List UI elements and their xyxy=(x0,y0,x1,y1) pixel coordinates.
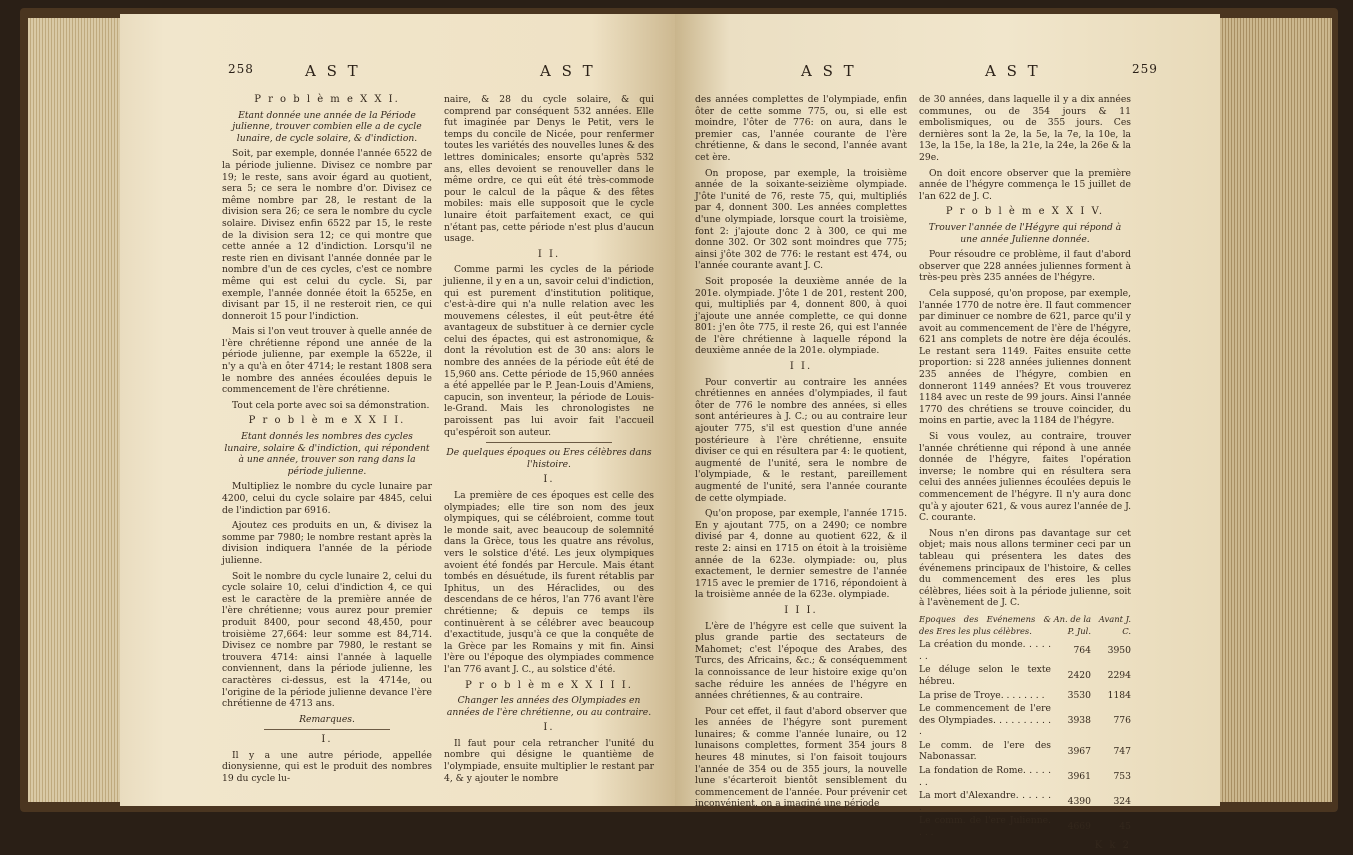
paragraph: On doit encore observer que la première année de l'hégyre commença le 15 juillet de l'an 622 de J. C. xyxy=(919,167,1131,202)
remarks-heading: Remarques. xyxy=(299,713,355,725)
paragraph: Si vous voulez, au contraire, trouver l'année chrétienne qui répond à une année donnée de l'hégyre, faites l'opération inverse; le nombre qui en résultera sera celui des années juliennes écoulées depuis le commencement de l'hégyre. Il n'y aura donc qu'à y ajouter 621, & vous aurez l'année de J. C. courante. xyxy=(919,431,1131,524)
left-column-2 xyxy=(444,94,654,788)
table-cell: 3950 xyxy=(1107,644,1131,656)
paragraph: Soit le nombre du cycle lunaire 2, celui du cycle solaire 10, celui d'indiction 4, ce qui est le caractère de la première année de l'ère chrétienne; vous aurez pour premier produit 8400, pour second 48,450, pour troisième 27,664: leur somme est 84,714. Divisez ce nombre par 7980, le restant se trouvera 4714: ainsi l'année à laquelle conviennent, dans la période julienne, les caractères ci-dessus, est la 4714e, ou l'origine de la période julienne devance l'ère chrétienne de 4713 ans. xyxy=(222,570,432,710)
table-cell: 324 xyxy=(1113,796,1131,808)
left-page-edges xyxy=(28,18,124,802)
paragraph: naire, & 28 du cycle solaire, & qui comprend par conséquent 532 années. Elle fut imaginée par Denys le Petit, vers le temps du concile de Nicée, pour renfermer toutes les variétés des nouvelles lunes & des lettres dominicales; ensorte qu'après 532 ans, elles devoient se renouveller dans le même ordre, ce qui eût été très-commode pour le calcul de la pâque & des fêtes mobiles: mais elle supposoit que le cycle lunaire étoit parfaitement exact, ce qui n'étant pas, cette période n'est plus d'aucun usage. xyxy=(444,94,654,245)
divider xyxy=(486,442,612,443)
signature-mark: K k 2 xyxy=(1094,839,1131,851)
table-row xyxy=(919,814,1131,839)
table-cell: Le comm. de l'ere des Nabonassar. xyxy=(919,739,1051,763)
paragraph: Ajoutez ces produits en un, & divisez la somme par 7980; le nombre restant après la division indiquera l'année de la période julienne. xyxy=(222,520,432,566)
table-cell: La fondation de Rome. . . . . . . xyxy=(919,765,1051,788)
problem-statement: Changer les années des Olympiades en années de l'ère chrétienne, ou au contraire. xyxy=(446,695,652,718)
paragraph: Nous n'en dirons pas davantage sur cet objet; mais nous allons terminer ceci par un tableau qui présentera les dates des événemens principaux de l'histoire, & celles du commencement des eres les plus célèbres, liées soit à la période julienne, soit à l'avènement de J. C. xyxy=(919,527,1131,609)
table-header-cell: Avant J. C. xyxy=(1098,613,1131,636)
table-cell: 3938 xyxy=(1067,714,1091,726)
table-row xyxy=(919,663,1131,688)
problem-title: P r o b l è m e X X I I I. xyxy=(465,679,633,691)
section-number: I. xyxy=(543,474,555,486)
paragraph: Comme parmi les cycles de la période julienne, il y en a un, savoir celui d'indiction, qui est purement d'institution politique, c'est-à-dire qui n'a nulle relation avec les mouvemens célestes, il eût peut-être été avantageux de substituer à ce dernier cycle celui des épactes, qui est astronomique, & dont la révolution est de 30 ans: alors le nombre des années de la période eût été de 15,960 ans. Cette période de 15,960 années a été appellée par le P. Jean-Louis d'Amiens, capucin, son inventeur, la période de Louis-le-Grand. Mais les chronologistes ne paroissent pas lui avoir fait l'accueil qu'espéroit son auteur. xyxy=(444,264,654,438)
paragraph: Pour résoudre ce problème, il faut d'abord observer que 228 années juliennes forment à très-peu près 235 années de l'hégyre. xyxy=(919,249,1131,284)
table-cell: 45 xyxy=(1119,821,1131,833)
table-cell: La mort d'Alexandre. . . . . . . xyxy=(919,790,1051,813)
table-cell: 4669 xyxy=(1067,821,1091,833)
table-row xyxy=(919,638,1131,663)
table-row xyxy=(919,702,1131,739)
left-page xyxy=(120,14,675,806)
paragraph: Soit, par exemple, donnée l'année 6522 de la période julienne. Divisez ce nombre par 19; le reste, sans avoir égard au quotient, sera 5; ce sera le nombre d'or. Divisez ce même nombre par 28, le restant de la division sera 26; ce sera le nombre du cycle solaire. Divisez enfin 6522 par 15, le reste de la division sera 12; ce qui montre que cette année a 12 d'indiction. Lorsqu'il ne reste rien en divisant l'année donnée par le nombre d'un de ces cycles, c'est ce nombre même qui est celui du cycle. Si, par exemple, l'année donnée étoit la 6525e, en divisant par 15, il ne resteroit rien, ce qui donneroit 15 pour l'indiction. xyxy=(222,148,432,322)
paragraph: Mais si l'on veut trouver à quelle année de l'ère chrétienne répond une année de la période julienne, par exemple la 6522e, il n'y a qu'à en ôter 4714; le restant 1808 sera le nombre des années écoulées depuis le commencement de l'ère chrétienne. xyxy=(222,326,432,396)
running-head-right: A S T xyxy=(801,62,857,80)
problem-statement: Etant donnée une année de la Période julienne, trouver combien elle a de cycle lunaire, de cycle solaire, & d'indiction. xyxy=(232,109,422,144)
table-cell: Le comm. de l'ere Julienne. . . . xyxy=(919,815,1051,839)
table-cell: Le déluge selon le texte hébreu. xyxy=(919,664,1051,687)
table-cell: La prise de Troye. . . . . . . . xyxy=(919,689,1045,701)
problem-title: P r o b l è m e X X I V. xyxy=(945,206,1105,218)
table-header-row xyxy=(919,613,1131,638)
epochs-table xyxy=(919,613,1131,840)
table-header-cell: An. de la P. Jul. xyxy=(1053,613,1091,636)
table-cell: Le commencement de l'ere des Olympiades. . . . . . . . . . . xyxy=(919,703,1051,738)
running-head-right-2: A S T xyxy=(985,62,1041,80)
table-cell: 1184 xyxy=(1107,689,1131,701)
table-row xyxy=(919,789,1131,814)
paragraph: L'ère de l'hégyre est celle que suivent la plus grande partie des sectateurs de Mahomet; c'est l'époque des Arabes, des Turcs, des Africains, &c.; & conséquemment la connoissance de leur histoire exige qu'on sache réduire les années de l'hégyre en années chrétiennes, & au contraire. xyxy=(695,620,907,702)
right-column-1 xyxy=(695,94,907,814)
table-header-cell: Epoques des Evénemens & des Eres les plus célèbres. xyxy=(919,613,1051,636)
section-number: I I. xyxy=(789,361,813,373)
table-row xyxy=(919,764,1131,789)
section-number: I. xyxy=(321,734,333,746)
paragraph: Qu'on propose, par exemple, l'année 1715. En y ajoutant 775, on a 2490; ce nombre divisé par 4, donne au quotient 622, & il reste 2: ainsi en 1715 on étoit à la troisième année de la 623e. olympiade: ou, plus exactement, le dernier semestre de l'année 1715 avec le premier de 1716, répondoient à la troisième année de la 623e. olympiade. xyxy=(695,508,907,601)
section-number: I. xyxy=(543,722,555,734)
paragraph: Il y a une autre période, appellée dionysienne, qui est le produit des nombres 19 du cycle lu- xyxy=(222,749,432,785)
running-head-left: A S T xyxy=(305,62,361,80)
paragraph: Tout cela porte avec soi sa démonstration. xyxy=(232,399,430,411)
right-column-2 xyxy=(919,94,1131,855)
table-cell: 4390 xyxy=(1067,796,1091,808)
right-page-edges xyxy=(1220,18,1332,802)
section-number: I I. xyxy=(537,248,561,260)
table-cell: 747 xyxy=(1113,745,1131,757)
table-row xyxy=(919,739,1131,764)
paragraph: de 30 années, dans laquelle il y a dix années communes, ou de 354 jours & 11 embolismiques, ou de 355 jours. Ces dernières sont la 2e, la 5e, la 7e, la 10e, la 13e, la 15e, la 18e, la 21e, la 24e, la 26e & la 29e. xyxy=(919,94,1131,163)
problem-title: P r o b l è m e X X I I. xyxy=(248,415,406,427)
table-cell: 753 xyxy=(1113,770,1131,782)
table-cell: 2294 xyxy=(1107,670,1131,682)
divider xyxy=(264,729,390,730)
table-row xyxy=(919,689,1131,703)
paragraph: On propose, par exemple, la troisième année de la soixante-seizième olympiade. J'ôte l'unité de 76, reste 75, qui, multipliés par 4, donnent 300. Les années complettes d'une olympiade, lorsque court la troisième, font 2: j'ajoute donc 2 à 300, ce qui me donne 302. Or 302 sont moindres que 775; ainsi j'ôte 302 de 776: le restant est 474, ou l'année courante avant J. C. xyxy=(695,167,907,272)
table-cell: 776 xyxy=(1113,714,1131,726)
table-cell: 2420 xyxy=(1067,670,1091,682)
section-number: I I I. xyxy=(784,604,818,616)
page-number-right: 259 xyxy=(1132,62,1158,76)
paragraph: Multipliez le nombre du cycle lunaire par 4200, celui du cycle solaire par 4845, celui de l'indiction par 6916. xyxy=(222,481,432,516)
right-page xyxy=(675,14,1220,851)
section-heading: De quelques époques ou Eres célèbres dans l'histoire. xyxy=(446,447,652,470)
problem-statement: Trouver l'année de l'Hégyre qui répond à une année Julienne donnée. xyxy=(928,221,1122,245)
page-number-left: 258 xyxy=(228,62,254,76)
problem-statement: Etant donnés les nombres des cycles lunaire, solaire & d'indiction, qui répondent à une année, trouver son rang dans la période julienne. xyxy=(224,431,430,477)
running-head-left-2: A S T xyxy=(540,62,596,80)
problem-title: P r o b l è m e X X I. xyxy=(254,94,400,105)
paragraph: Cela supposé, qu'on propose, par exemple, l'année 1770 de notre ère. Il faut commencer par diminuer ce nombre de 621, parce qu'il y avoit au commencement de l'ère de l'hégyre, 621 ans complets de notre ère déja écoulés. Le restant sera 1149. Faites ensuite cette proportion: si 228 années juliennes donnent 235 années de l'hégyre, combien en donneront 1149 années? Et vous trouverez 1184 avec un reste de 99 jours. Ainsi l'année 1770 des chrétiens se trouve coincider, du moins en partie, avec la 1184 de l'hégyre. xyxy=(919,287,1131,427)
left-column-1 xyxy=(222,94,432,789)
paragraph: des années complettes de l'olympiade, enfin ôter de cette somme 775, ou, si elle est moindre, l'ôter de 776: on aura, dans le premier cas, l'année courante de l'ère chrétienne, & dans le second, l'année avant cet ère. xyxy=(695,94,907,163)
table-cell: 3967 xyxy=(1067,745,1091,757)
paragraph: Soit proposée la deuxième année de la 201e. olympiade. J'ôte 1 de 201, restent 200, qui, multipliés par 4, donnent 800, à quoi j'ajoute une année complette, ce qui donne 801: j'en ôte 775, il reste 26, qui est l'année de l'ère chrétienne à laquelle répond la deuxième année de la 201e. olympiade. xyxy=(695,275,907,357)
paragraph: Pour convertir au contraire les années chrétiennes en années d'olympiades, il faut ôter de 776 le nombre des années, si elles sont antérieures à J. C.; ou au contraire leur ajouter 775, s'il est question d'une année postérieure à l'ère chrétienne, ensuite diviser ce qui en résultera par 4: le quotient, augmenté de l'unité, sera le nombre de l'olympiade, & le restant, pareillement augmenté de l'unité, sera l'année courante de cette olympiade. xyxy=(695,376,907,504)
paragraph: La première de ces époques est celle des olympiades; elle tire son nom des jeux olympiques, qui se célébroient, comme tout le monde sait, avec beaucoup de solemnité dans la Grèce, tous les quatre ans révolus, vers le solstice d'été. Les jeux olympiques avoient été fondés par Hercule. Mais étant tombés en désuétude, ils furent rétablis par Iphitus, un des Héraclides, ou des descendans de ce héros, l'an 776 avant l'ère chrétienne; & depuis ce temps ils continuèrent à se célébrer avec beaucoup d'exactitude, jusqu'à ce que la conquête de la Grèce par les Romains y mit fin. Ainsi l'ère ou l'époque des olympiades commence l'an 776 avant J. C., au solstice d'été. xyxy=(444,490,654,675)
paragraph: Il faut pour cela retrancher l'unité du nombre qui désigne le quantième de l'olympiade, ensuite multiplier le restant par 4, & y ajouter le nombre xyxy=(444,737,654,784)
table-cell: 3961 xyxy=(1067,770,1091,782)
table-cell: 3530 xyxy=(1067,689,1091,701)
table-cell: 764 xyxy=(1073,644,1091,656)
paragraph: Pour cet effet, il faut d'abord observer que les années de l'hégyre sont purement lunaires; & comme l'année lunaire, ou 12 lunaisons complettes, forment 354 jours 8 heures 48 minutes, si l'on faisoit toujours l'année de 354 ou de 355 jours, la nouvelle lune s'écarteroit bientôt sensiblement du commencement de l'année. Pour prévenir cet inconvénient, on a imaginé une période xyxy=(695,705,907,810)
table-cell: La création du monde. . . . . . . xyxy=(919,639,1051,662)
